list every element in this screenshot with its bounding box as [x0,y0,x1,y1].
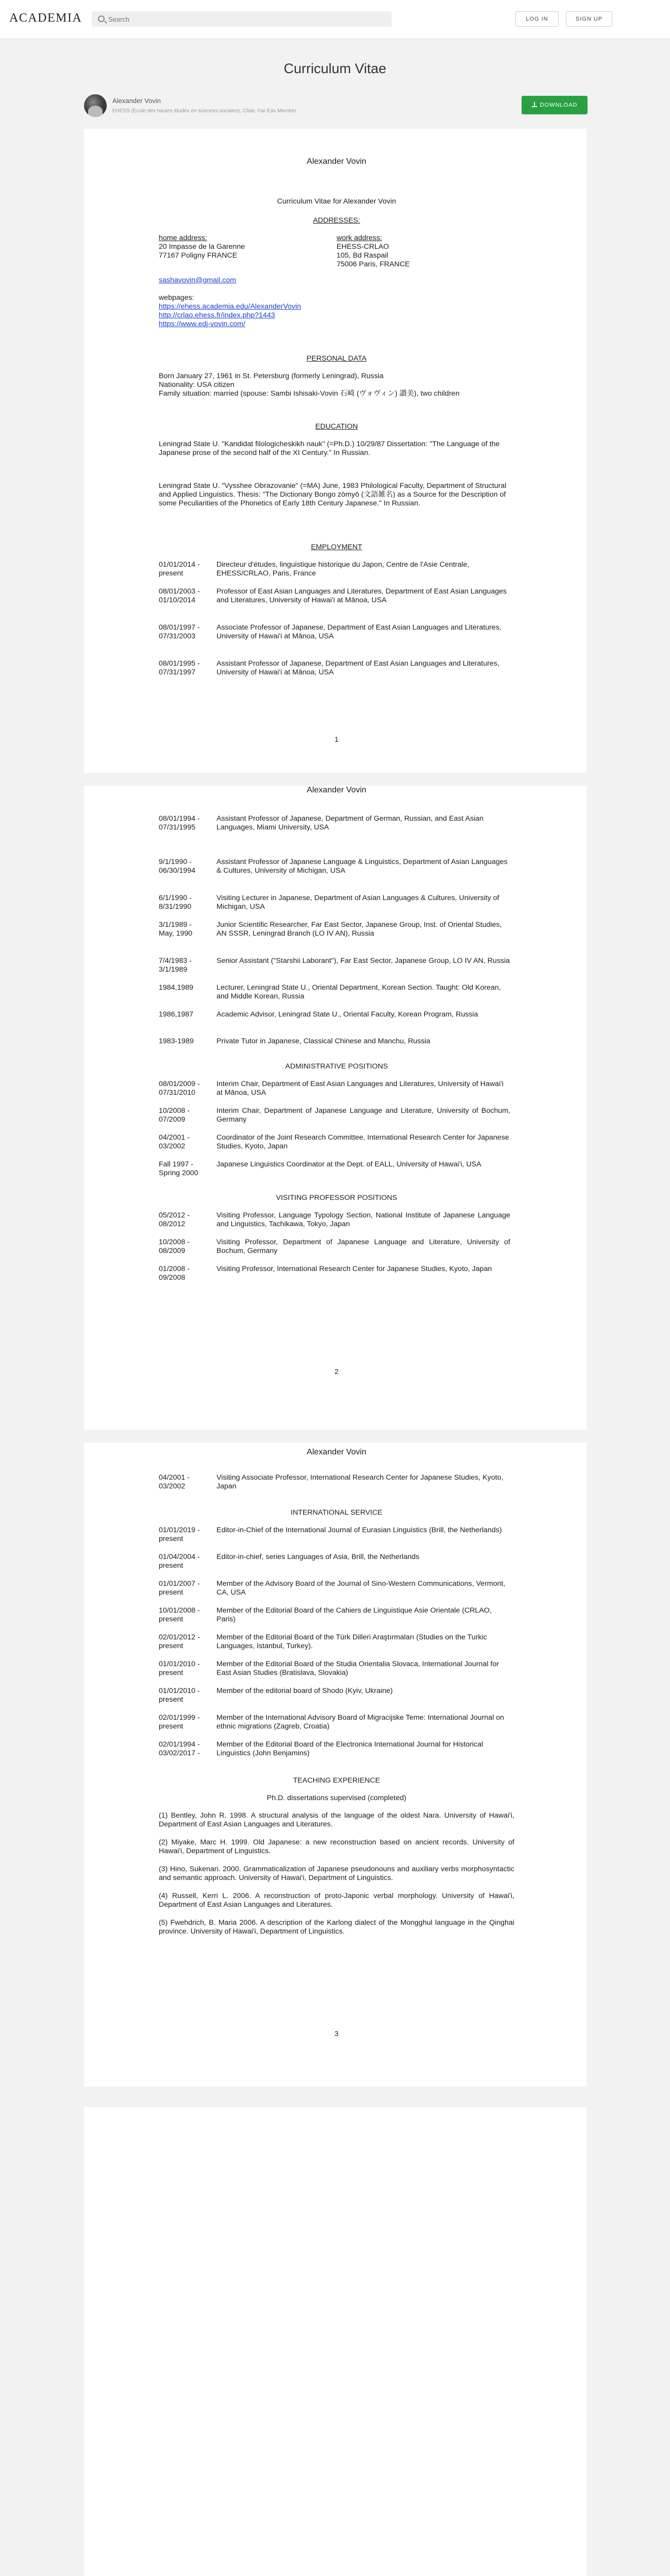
personal-line: Born January 27, 1961 in St. Petersburg (formerly Leningrad), Russia [159,372,384,380]
service-text: Editor-in-chief, series Languages of Asia, Brill, the Netherlands [216,1553,420,1561]
webpages [159,294,514,329]
home-address [159,234,329,260]
webpage-link[interactable]: http://crlao.ehess.fr/index.php?1443 [159,311,275,319]
service-text: Member of the Advisory Board of the Journal of Sino-Western Communications, Vermont, CA, USA [216,1580,506,1597]
employment-text: Senior Assistant ("Starshii Laborant"), Far East Sector, Japanese Group, LO IV AN, Russia [216,957,510,965]
search-icon [98,15,105,22]
phd-entry: (2) Miyake, Marc H. 1999. Old Japanese: a new reconstruction based on ancient records. University of Hawai'i, Department of Linguistics. [159,1838,514,1855]
page-number: 3 [334,2030,339,2038]
employment-dates: 7/4/1983 - 3/1/1989 [159,957,192,974]
employment-dates: 01/01/2014 - present [159,561,200,578]
phd-title: Ph.D. dissertations supervised (completed) [266,1794,407,1802]
admin-dates: 10/2008 - 07/2009 [159,1107,190,1124]
download-icon [532,102,537,107]
page-number: 2 [334,1368,339,1376]
academia-logo[interactable]: ACADEMIA [9,11,82,25]
service-dates: 01/01/2007 - present [159,1580,200,1597]
employment-text: Associate Professor of Japanese, Department of East Asian Languages and Literatures, University of Hawai'i at Mānoa, USA [216,623,501,640]
email-link[interactable]: sashavovin@gmail.com [159,276,237,284]
employment-dates: 1984,1989 [159,984,194,992]
personal-line: Nationality: USA citizen [159,381,234,389]
phd-entry: (3) Hino, Sukenari. 2000. Grammaticalization of Japanese pseudonouns and auxiliary verbs morphosyntactic and semantic approach. University of Hawai'i, Department of Linguistics. [159,1865,514,1882]
cv-heading: Curriculum Vitae for Alexander Vovin [277,197,396,206]
page-header-name: Alexander Vovin [307,786,366,794]
document-page-1 [84,129,587,773]
visiting-dates: 10/2008 - 08/2009 [159,1238,190,1255]
webpage-link[interactable]: https://ehess.academia.edu/AlexanderVovin [159,302,301,311]
author-affiliation: EHESS (Ecole des hautes études en sciences sociales), Chair, Far-Eas Member [112,108,296,114]
work-address-line: 105, Bd Raspail [337,251,389,260]
work-address-line: 75006 Paris, FRANCE [337,260,410,268]
work-address-label: work address: [337,234,382,242]
admin-dates: Fall 1997 - Spring 2000 [159,1160,198,1177]
service-dates: 02/01/2012 - present [159,1633,200,1650]
teaching-title: TEACHING EXPERIENCE [293,1776,380,1785]
employment-dates: 08/01/1997 - 07/31/2003 [159,623,200,640]
employment-dates: 9/1/1990 - 06/30/1994 [159,858,196,875]
admin-text: Interim Chair, Department of Japanese Language and Literature, University of Bochum, Germany [216,1107,510,1124]
addresses-title: ADDRESSES: [313,216,360,225]
work-address [337,234,512,269]
employment-dates: 08/01/2003 - 01/10/2014 [159,587,200,604]
employment-text: Directeur d'études, linguistique historique du Japon, Centre de l'Asie Centrale, EHESS/CRLAO, Paris, France [216,561,470,578]
home-address-label: home address: [159,234,207,242]
service-dates: 10/01/2008 - present [159,1606,200,1623]
admin-title: ADMINISTRATIVE POSITIONS [285,1062,388,1071]
employment-dates: 08/01/1994 - 07/31/1995 [159,815,200,832]
personal-data [159,372,514,398]
employment-dates: 3/1/1989 - May, 1990 [159,921,193,938]
download-label: DOWNLOAD [540,102,578,108]
webpages-label: webpages: [159,294,194,302]
service-text: Member of the International Advisory Board of Migracijske Teme: International Journal on ethnic migrations (Zagreb, Croatia) [216,1714,505,1731]
employment-text: Private Tutor in Japanese, Classical Chinese and Manchu, Russia [216,1037,430,1045]
page-header-name: Alexander Vovin [307,1448,366,1456]
admin-dates: 08/01/2009 - 07/31/2010 [159,1080,200,1097]
phd-entry: (1) Bentley, John R. 1998. A structural analysis of the language of the oldest Nara. University of Hawai'i, Department of East Asian Languages and Literatures. [159,1811,514,1828]
service-dates: 02/01/1999 - present [159,1714,200,1731]
employment-text: Visiting Lecturer in Japanese, Department of Asian Languages & Cultures, University of Michigan, USA [216,894,499,911]
home-address-line: 20 Impasse de la Garenne [159,243,245,251]
service-dates: 02/01/1994 - 03/02/2017 - [159,1740,200,1757]
signup-button[interactable]: SIGN UP [566,11,612,27]
education-title: EDUCATION [315,422,358,431]
service-text: Member of the Editorial Board of the Türk Dilleri Araştırmaları (Studies on the Turkic Languages, Istanbul, Turkey). [216,1633,487,1650]
education-entry: Leningrad State U. "Kandidat filologicheskikh nauk" (=Ph.D.) 10/29/87 Dissertation: "The Language of the Japanese prose of the second half of the XI Century." In Russian. [159,440,500,457]
page-header-name: Alexander Vovin [307,157,366,166]
visiting-title: VISITING PROFESSOR POSITIONS [276,1194,397,1202]
author-avatar[interactable] [84,94,107,117]
document-page-2 [84,786,587,1430]
visiting-text: Visiting Professor, International Research Center for Japanese Studies, Kyoto, Japan [216,1265,492,1273]
service-text: Member of the Editorial Board of the Studia Orientalia Slovaca, International Journal for East Asian Studies (Bratislava, Slovakia) [216,1660,499,1677]
service-dates: 01/04/2004 - present [159,1553,200,1570]
webpage-link[interactable]: https://www.edj-vovin.com/ [159,320,245,328]
page-number: 1 [334,736,339,744]
search-box[interactable] [92,11,392,27]
document-title: Curriculum Vitae [283,61,387,76]
visiting-dates: 04/2001 - 03/2002 [159,1473,190,1490]
employment-title: EMPLOYMENT [311,543,362,551]
visiting-text: Visiting Associate Professor, International Research Center for Japanese Studies, Kyoto, Japan [216,1473,504,1490]
service-dates: 01/01/2010 - present [159,1660,200,1677]
employment-text: Assistant Professor of Japanese Language & Linguistics, Department of Asian Languages & Cultures, University of Michigan, USA [216,858,508,875]
employment-dates: 6/1/1990 - 8/31/1990 [159,894,192,911]
employment-text: Junior Scientific Researcher, Far East Sector, Japanese Group, Inst. of Oriental Studies, AN SSSR, Leningrad Branch (LO IV AN), Russia [216,921,502,938]
employment-text: Assistant Professor of Japanese, Department of German, Russian, and East Asian Languages, Miami University, USA [216,815,484,832]
personal-line: Family situation: married (spouse: Sambi Ishisaki-Vovin 石崎 (ヴォヴィン) 讃美), two children [159,389,460,398]
login-button[interactable]: LOG IN [515,11,559,27]
service-text: Member of the Editorial Board of the Cahiers de Linguistique Asie Orientale (CRLAO, Paris) [216,1606,492,1623]
home-address-line: 77167 Poligny FRANCE [159,251,238,260]
admin-text: Japanese Linguistics Coordinator at the Dept. of EALL, University of Hawai'i, USA [216,1160,481,1168]
employment-text: Lecturer, Leningrad State U., Oriental Department, Korean Section. Taught: Old Korean, and Middle Korean, Russia [216,984,501,1001]
employment-text: Academic Advisor, Leningrad State U., Oriental Faculty, Korean Program, Russia [216,1010,478,1019]
service-title: INTERNATIONAL SERVICE [291,1509,382,1517]
service-dates: 01/01/2010 - present [159,1687,200,1704]
document-page-3 [84,1443,587,2087]
visiting-text: Visiting Professor, Department of Japanese Language and Literature, University of Bochum, Germany [216,1238,510,1255]
personal-data-title: PERSONAL DATA [306,354,367,363]
admin-text: Coordinator of the Joint Research Committee, International Research Center for Japanese Studies, Kyoto, Japan [216,1133,509,1150]
visiting-text: Visiting Professor, Language Typology Section, National Institute of Japanese Language and Linguistics, Tachikawa, Tokyo, Japan [216,1211,510,1228]
visiting-dates: 01/2008 - 09/2008 [159,1265,190,1282]
service-text: Member of the Editorial Board of the Electronica International Journal for Historical Linguistics (John Benjamins) [216,1740,483,1757]
document-page-4 [84,2107,587,2576]
search-input[interactable] [108,11,387,27]
author-name[interactable]: Alexander Vovin [112,97,161,105]
employment-text: Professor of East Asian Languages and Literatures, Department of East Asian Languages and Literatures, University of Hawai'i at Mānoa, USA [216,587,507,604]
service-dates: 01/01/2019 - present [159,1526,200,1543]
employment-dates: 1986,1987 [159,1010,194,1019]
download-button[interactable] [522,96,588,114]
service-text: Editor-in-Chief of the International Journal of Eurasian Linguistics (Brill, the Netherlands) [216,1526,502,1534]
admin-dates: 04/2001 - 03/2002 [159,1133,190,1150]
service-text: Member of the editorial board of Shodo (Kyiv, Ukraine) [216,1687,393,1695]
employment-text: Assistant Professor of Japanese, Department of East Asian Languages and Literatures, University of Hawai'i at Mānoa, USA [216,659,499,676]
employment-dates: 1983-1989 [159,1037,194,1045]
admin-text: Interim Chair, Department of East Asian Languages and Literatures, University of Hawai'i at Mānoa, USA [216,1080,504,1097]
work-address-line: EHESS-CRLAO [337,243,389,251]
top-bar [0,0,670,39]
education-entry: Leningrad State U. "Vysshee Obrazovanie" (=MA) June, 1983 Philological Faculty, Department of Structural and Applied Linguistics. Thesis: "The Dictionary Bongo zōmyō (文語雑名) as a Source for the Description of some Peculiarities of the Phonetics of Early 18th Century Japanese." In Russian. [159,482,507,507]
employment-dates: 08/01/1995 - 07/31/1997 [159,659,200,676]
visiting-dates: 05/2012 - 08/2012 [159,1211,190,1228]
phd-entry: (4) Russell, Kerri L. 2006. A reconstruction of proto-Japonic verbal morphology. University of Hawai'i, Department of East Asian Languages and Literatures. [159,1892,514,1909]
phd-entry: (5) Fwehdrich, B. Maria 2006. A description of the Karlong dialect of the Mongghul language in the Qinghai province. University of Hawai'i, Department of Linguistics. [159,1919,514,1936]
